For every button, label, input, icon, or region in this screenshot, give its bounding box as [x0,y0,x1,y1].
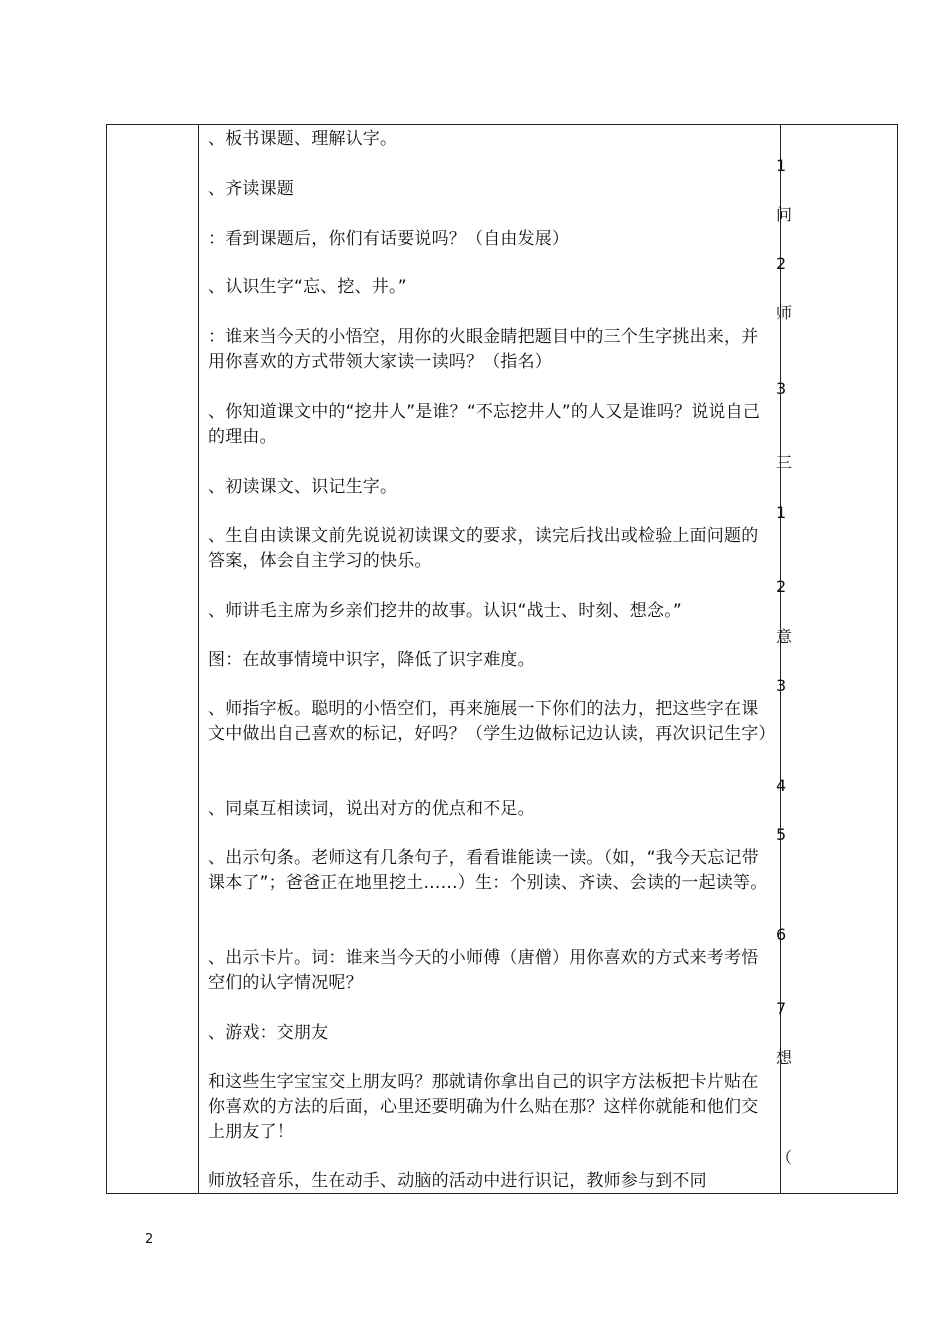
lesson-paragraph: 、板书课题、理解认字。 [208,129,398,149]
lesson-paragraph: 、出示句条。老师这有几条句子，看看谁能读一读。（如，“我今天忘记带课本了”；爸爸正在地里挖土……）生：个别读、齐读、会读的一起读等。 [208,848,768,893]
margin-mark: 师 [776,303,793,322]
lesson-paragraph: 、游戏：交朋友 [208,1023,329,1043]
table-column-divider [780,124,781,1194]
lesson-paragraph: 和这些生字宝宝交上朋友吗？那就请你拿出自己的识字方法板把卡片贴在你喜欢的方法的后面，心里还要明确为什么贴在那？这样你就能和他们交上朋友了！ [208,1072,759,1142]
margin-mark: 三 [776,453,793,472]
margin-mark: （ [776,1148,793,1167]
lesson-paragraph: 、师指字板。聪明的小悟空们，再来施展一下你们的法力，把这些字在课文中做出自己喜欢的标记，好吗？（学生边做标记边认读，再次识记生字） [208,699,776,744]
margin-mark: 7 [776,999,787,1018]
lesson-paragraph: 、生自由读课文前先说说初读课文的要求，读完后找出或检验上面问题的答案，体会自主学习的快乐。 [208,526,759,571]
margin-mark: 5 [776,825,787,844]
margin-mark: 2 [776,577,787,596]
margin-mark: 6 [776,925,787,944]
lesson-paragraph: 、你知道课文中的“挖井人”是谁？“不忘挖井人”的人又是谁吗？说说自己的理由。 [208,402,761,447]
lesson-paragraph: 、齐读课题 [208,179,294,199]
lesson-paragraph: 图：在故事情境中识字，降低了识字难度。 [208,650,535,670]
lesson-paragraph: 、初读课文、识记生字。 [208,477,398,497]
margin-mark: 意 [776,627,793,646]
lesson-paragraph: 师放轻音乐，生在动手、动脑的活动中进行识记，教师参与到不同 [208,1171,707,1191]
lesson-paragraph: 、师讲毛主席为乡亲们挖井的故事。认识“战士、时刻、想念。” [208,601,682,621]
table-column-divider [198,124,199,1194]
margin-mark: 问 [776,205,793,224]
lesson-paragraph: 、出示卡片。词：谁来当今天的小师傅（唐僧）用你喜欢的方式来考考悟空们的认字情况呢？ [208,948,759,993]
margin-mark: 4 [776,776,787,795]
lesson-paragraph: 、同桌互相读词，说出对方的优点和不足。 [208,799,535,819]
page-number: 2 [145,1232,154,1247]
margin-mark: 3 [776,676,787,695]
margin-mark: 1 [776,503,787,522]
margin-mark: 1 [776,156,787,175]
margin-mark: 想 [776,1048,793,1067]
lesson-paragraph: 、认识生字“忘、挖、井。” [208,277,407,297]
lesson-paragraph: ：谁来当今天的小悟空，用你的火眼金睛把题目中的三个生字挑出来，并用你喜欢的方式带领大家读一读吗？（指名） [208,327,759,372]
margin-mark: 2 [776,254,787,273]
lesson-paragraph: ：看到课题后，你们有话要说吗？（自由发展） [208,229,570,249]
margin-mark: 3 [776,379,787,398]
